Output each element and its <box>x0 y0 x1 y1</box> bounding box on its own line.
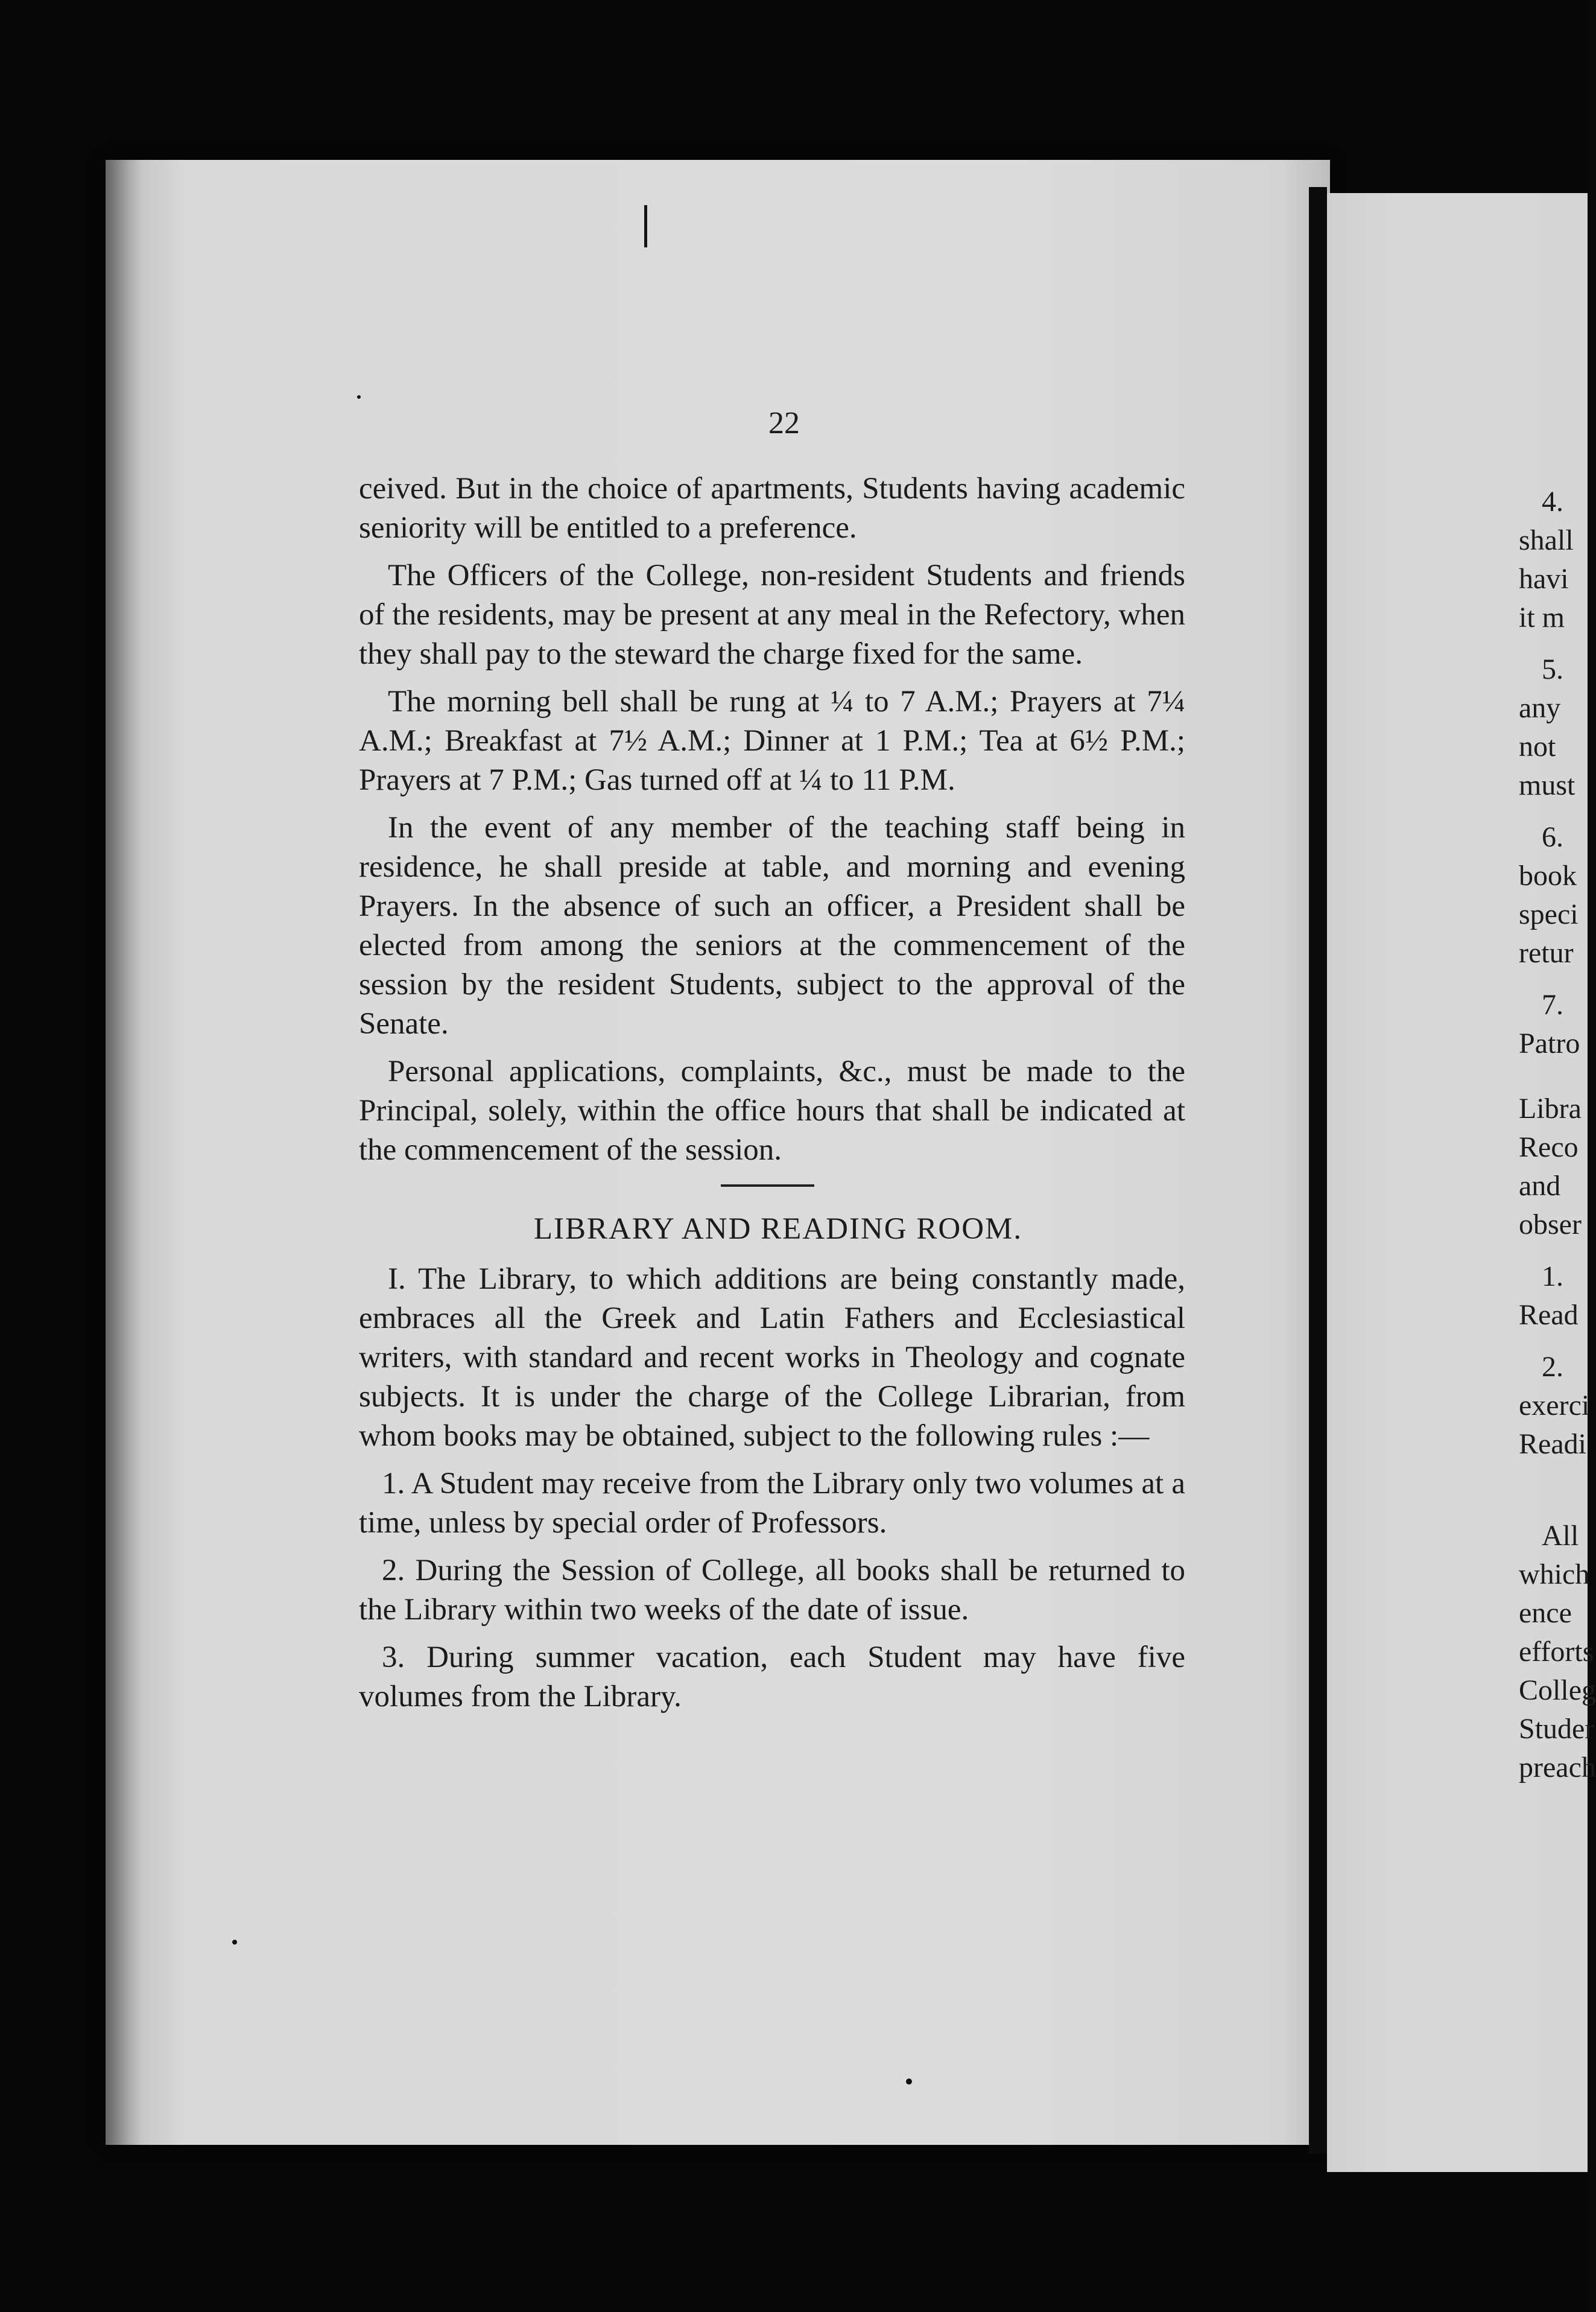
fragment: ence <box>1519 1597 1572 1629</box>
library-rule: 2. During the Session of College, all books shall be returned to the Library within two weeks of the date of issue. <box>359 1554 1185 1627</box>
paragraph-applications: Personal applications, complaints, &c., must be made to the Principal, solely, within the office hours that shall be indicated at the commencement of the session. <box>359 1055 1185 1167</box>
paragraph-schedule: The morning bell shall be rung at ¼ to 7 A.M.; Prayers at 7¼ A.M.; Breakfast at 7½ A.M.; Dinner at 1 P.M.; Tea at 6½ P.M.; Prayers at 7 P.M.; Gas turned off at ¼ to 11 P.M. <box>359 685 1185 797</box>
fragment: Read <box>1519 1299 1579 1331</box>
library-rule: 3. During summer vacation, each Student may have five volumes from the Library. <box>359 1640 1185 1713</box>
fragment: 1. <box>1542 1260 1563 1292</box>
page-number: 22 <box>768 406 800 440</box>
fragment: efforts <box>1519 1636 1594 1668</box>
fragment: exerci <box>1519 1389 1590 1421</box>
fragment: Colleg <box>1519 1674 1596 1706</box>
page-edge-shadow <box>106 160 142 2145</box>
fragment: and <box>1519 1170 1561 1202</box>
fragment: it m <box>1519 602 1565 634</box>
fragment: Patro <box>1519 1027 1580 1059</box>
fragment: not <box>1519 731 1556 763</box>
ink-mark <box>644 205 647 247</box>
library-intro: I. The Library, to which additions are being constantly made, embraces all the Greek and Latin Fathers and Ecclesiastical writers, with standard and recent works in Theology and cognate subjects. It is under the charge of the College Librarian, from whom books may be obtained, subject to the following rules :— <box>359 1262 1185 1453</box>
fragment: shall <box>1519 524 1574 556</box>
fragment: 4. <box>1542 486 1563 518</box>
fragment: 6. <box>1542 821 1563 853</box>
dust-speck <box>357 395 361 399</box>
paragraph-continuation: ceived. But in the choice of apartments, Students having academic seniority will be entitled to a preference. <box>359 472 1185 545</box>
facing-page-text <box>1519 483 1596 1787</box>
section-heading: LIBRARY AND READING ROOM. <box>533 1212 1023 1246</box>
fragment: obser <box>1519 1208 1582 1240</box>
fragment: havi <box>1519 563 1569 595</box>
fragment: 7. <box>1542 989 1563 1021</box>
section-divider <box>721 1184 814 1187</box>
fragment: retur <box>1519 937 1574 969</box>
fragment: any <box>1519 692 1561 724</box>
page-body <box>359 469 1185 1725</box>
fragment: Libra <box>1519 1093 1582 1125</box>
library-rule: 1. A Student may receive from the Library only two volumes at a time, unless by special order of Professors. <box>359 1467 1185 1540</box>
fragment: speci <box>1519 898 1579 930</box>
paragraph-refectory: The Officers of the College, non-resident Students and friends of the residents, may be present at any meal in the Refectory, when they shall pay to the steward the charge fixed for the same. <box>359 559 1185 671</box>
fragment: preach <box>1519 1751 1596 1783</box>
fragment: Reco <box>1519 1131 1579 1163</box>
fragment: 5. <box>1542 653 1563 685</box>
paragraph-president: In the event of any member of the teaching staff being in residence, he shall preside at table, and morning and evening Prayers. In the absence of such an officer, a President shall be elected from among the seniors at the commencement of the session by the resident Students, subject to the approval of the Senate. <box>359 811 1185 1041</box>
book-gutter <box>1309 187 1327 2154</box>
fragment: Readi <box>1519 1428 1586 1460</box>
fragment: All <box>1542 1520 1579 1552</box>
fragment: 2. <box>1542 1351 1563 1383</box>
fragment: book <box>1519 860 1577 892</box>
fragment: must <box>1519 769 1575 801</box>
fragment: which <box>1519 1558 1590 1590</box>
fragment: Studer <box>1519 1713 1595 1745</box>
dust-speck <box>232 1940 237 1945</box>
dust-speck <box>906 2079 912 2085</box>
